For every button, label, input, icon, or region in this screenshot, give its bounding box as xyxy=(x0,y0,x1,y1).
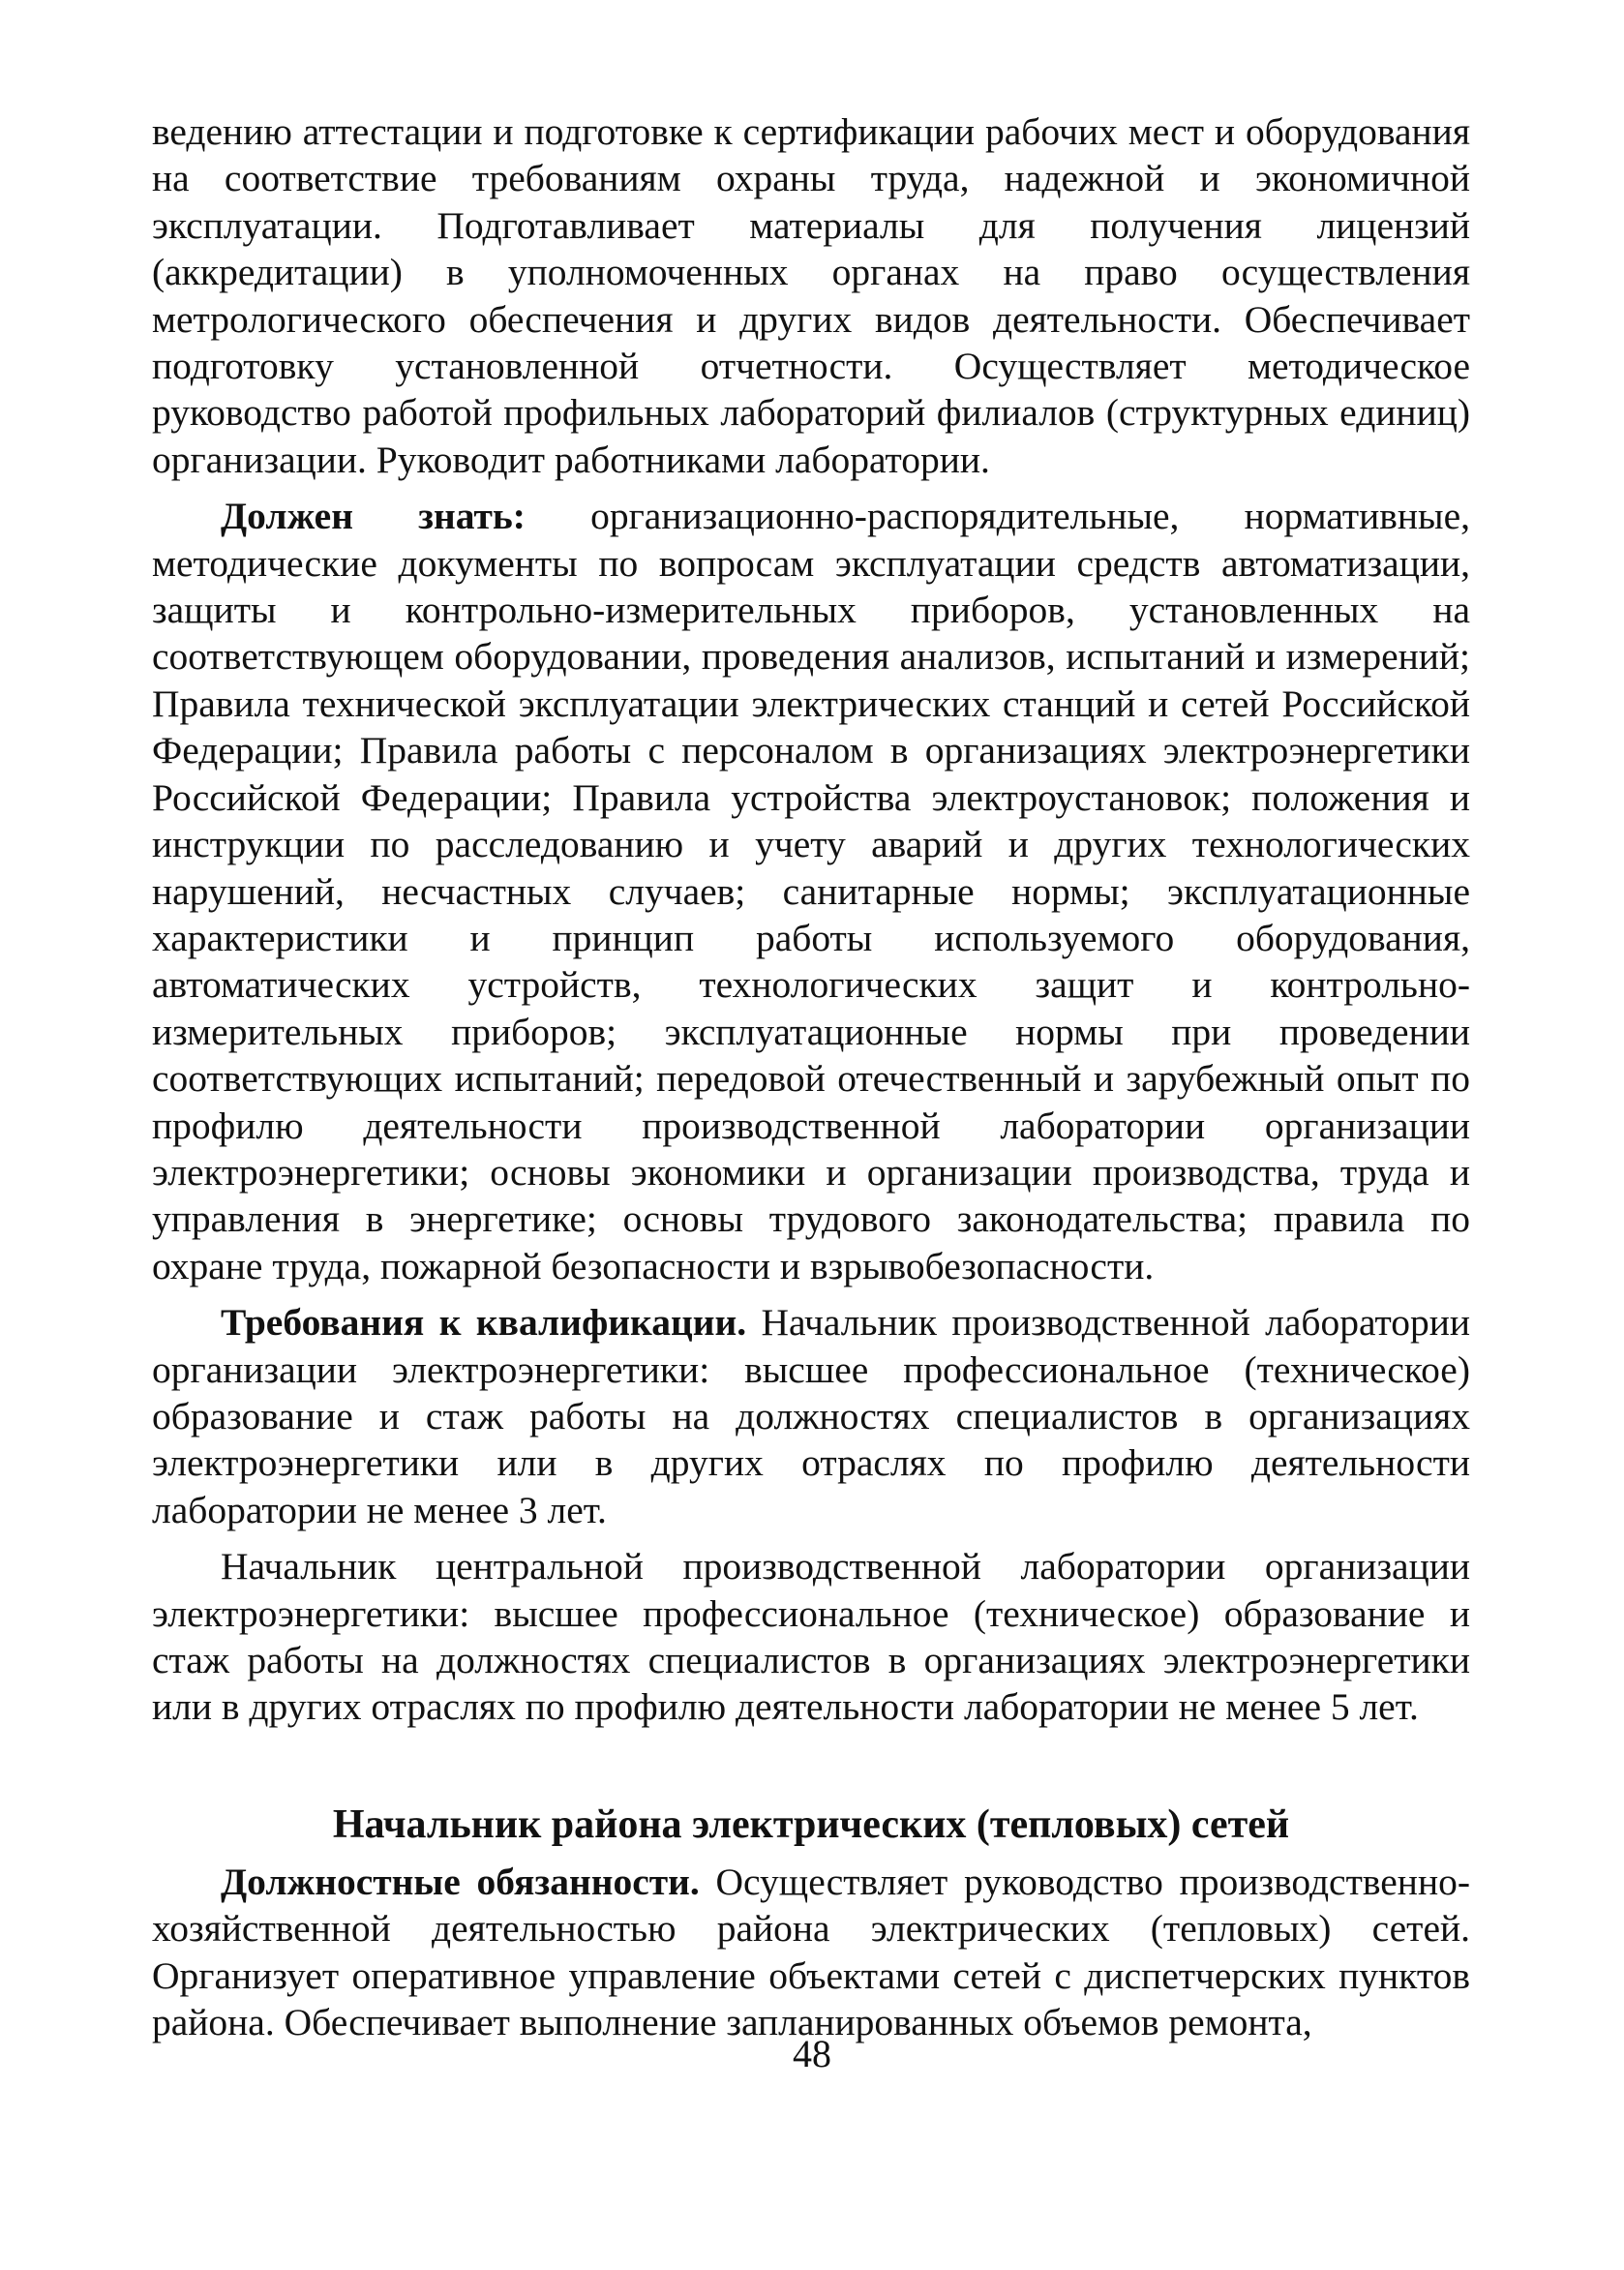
paragraph-text: организационно-распорядительные, нормативные, методические документы по вопросам эксплуатации средств автоматизации, защиты и контрольно-измерительных приборов, установленных на соответствующем оборудовании, проведения анализов, испытаний и измерений; Правила технической эксплуатации электрических станций и сетей Российской Федерации; Правила работы с персоналом в организациях электроэнергетики Российской Федерации; Правила устройства электроустановок; положения и инструкции по расследованию и учету аварий и других технологических нарушений, несчастных случаев; санитарные нормы; эксплуатационные характеристики и принцип работы используемого оборудования, автоматических устройств, технологических защит и контрольно-измерительных приборов; эксплуатационные нормы при проведении соответствующих испытаний; передовой отечественный и зарубежный опыт по профилю деятельности производственной лаборатории организации электроэнергетики; основы экономики и организации производства, труда и управления в энергетике; основы трудового законодательства; правила по охране труда, пожарной безопасности и взрывобезопасности. xyxy=(152,495,1470,1287)
paragraph-text: Начальник производственной лаборатории организации электроэнергетики: высшее профессиональное (техническое) образование и стаж работы на должностях специалистов в организациях электроэнергетики или в других отраслях по профилю деятельности лаборатории не менее 3 лет. xyxy=(152,1301,1470,1531)
page-number: 48 xyxy=(793,2032,831,2075)
paragraph-lead: Должностные обязанности. xyxy=(221,1860,700,1903)
section-heading: Начальник района электрических (тепловых) сетей xyxy=(332,1801,1290,1847)
paragraph-must-know xyxy=(152,493,1470,1289)
paragraph-duties xyxy=(152,1859,1470,2046)
paragraph-text: Осуществляет руководство производственно-хозяйственной деятельностью района электрических (тепловых) сетей. Организует оперативное управление объектами сетей с диспетчерских пунктов района. Обеспечивает выполнение запланированных объемов ремонта, xyxy=(152,1860,1470,2044)
paragraph-central-lab xyxy=(152,1543,1470,1731)
page-body xyxy=(152,108,1470,2055)
paragraph-lead: Требования к квалификации. xyxy=(221,1301,747,1345)
paragraph-text: Начальник центральной производственной лаборатории организации электроэнергетики: высшее профессиональное (техническое) образование и стаж работы на должностях специалистов в организациях электроэнергетики или в других отраслях по профилю деятельности лаборатории не менее 5 лет. xyxy=(152,1545,1470,1729)
paragraph-text: ведению аттестации и подготовке к сертификации рабочих мест и оборудования на соответствие требованиям охраны труда, надежной и экономичной эксплуатации. Подготавливает материалы для получения лицензий (аккредитации) в уполномоченных органах на право осуществления метрологического обеспечения и других видов деятельности. Обеспечивает подготовку установленной отчетности. Осуществляет методическое руководство работой профильных лабораторий филиалов (структурных единиц) организации. Руководит работниками лаборатории. xyxy=(152,110,1470,481)
paragraph-continuation xyxy=(152,108,1470,483)
paragraph-lead: Должен знать: xyxy=(221,495,526,538)
paragraph-qualification xyxy=(152,1299,1470,1533)
